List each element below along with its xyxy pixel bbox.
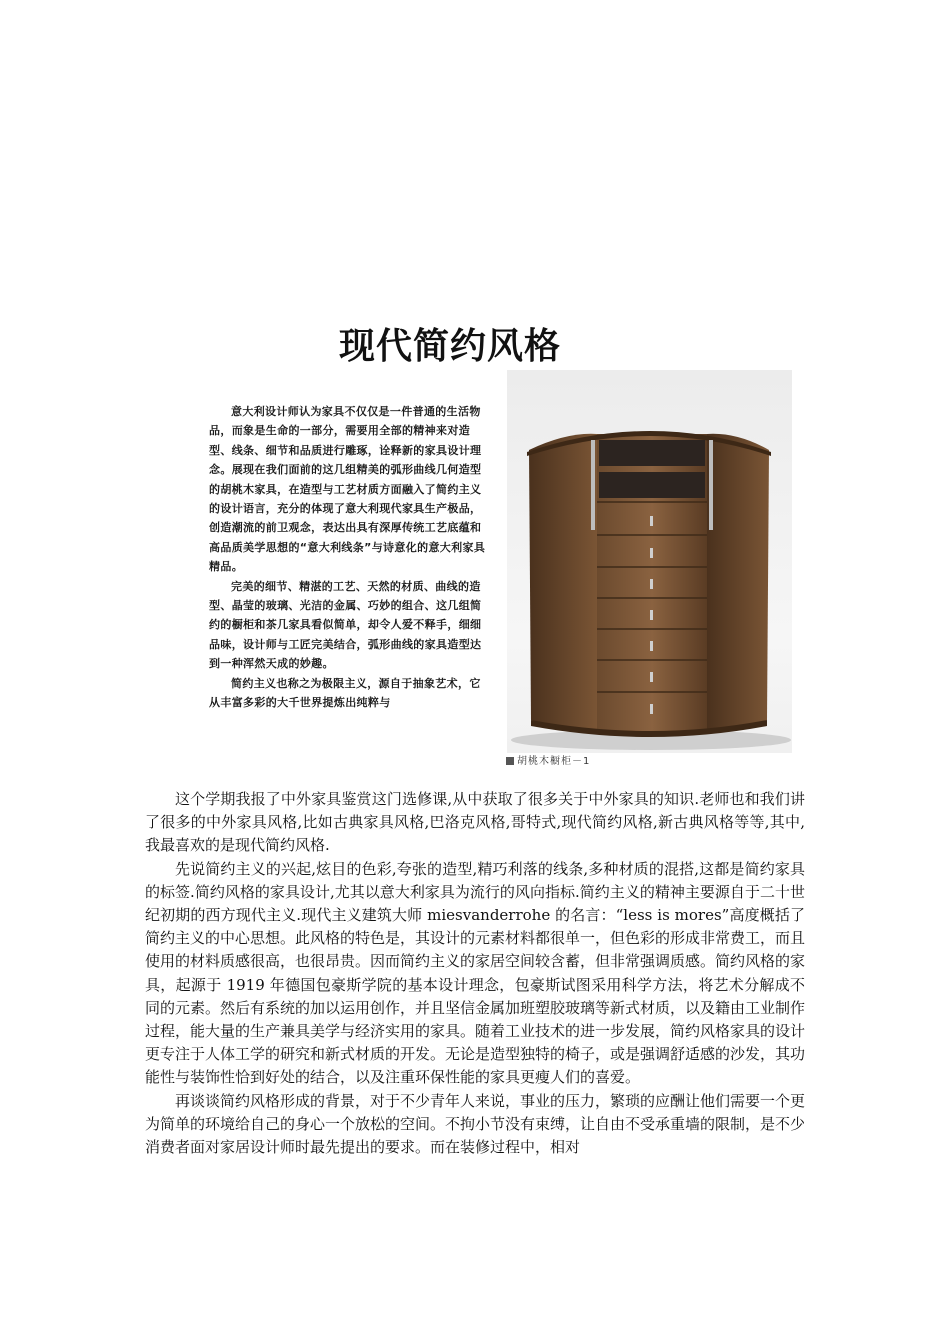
square-bullet-icon [506,757,514,765]
page-title: 现代简约风格 [338,326,561,367]
scanned-book-excerpt [195,368,805,778]
essay-paragraph: 再谈谈简约风格形成的背景，对于不少青年人来说，事业的压力，繁琐的应酬让他们需要一个更为简单的环境给自己的身心一个放松的空间。不拘小节没有束缚，让自由不受承重墙的限制，是不少消费者面对家居设计师时最先提出的要求。而在装修过程中，相对 [145,1091,806,1157]
essay-body [145,788,805,1159]
scanned-text-column [209,402,491,713]
cabinet-illustration [507,370,792,753]
photo-caption [506,752,590,767]
walnut-cabinet-photo [507,370,792,753]
essay-paragraph: 先说简约主义的兴起,炫目的色彩,夸张的造型,精巧利落的线条,多种材质的混搭,这都是简约家具的标签.简约风格的家具设计,尤其以意大利家具为流行的风向指标.简约主义的精神主要源自于二十世纪初期的西方现代主义.现代主义建筑大师 miesvanderrohe 的名言：“less is mores”高度概括了简约主义的中心思想。此风格的特色是，其设计的元素材料都很单一，但色彩的形成非常费工，而且使用的材料质感很高，也很昂贵。因而简约主义的家居空间较含蓄，但非常强调质感。简约风格的家具，起源于 1919 年德国包豪斯学院的基本设计理念，包豪斯试图采用科学方法，将艺术分解成不同的元素。然后有系统的加以运用创作，并且坚信金属加班塑胶玻璃等新式材质，以及籍由工业制作过程，能大量的生产兼具美学与经济实用的家具。随着工业技术的进一步发展，简约风格家具的设计更专注于人体工学的研究和新式材质的开发。无论是造型独特的椅子，或是强调舒适感的沙发，其功能性与装饰性恰到好处的结合，以及注重环保性能的家具更瘦人们的喜爱。 [145,859,806,1087]
caption-text: 胡桃木橱柜－1 [517,756,591,767]
scanned-paragraph: 简约主义也称之为极限主义，源自于抽象艺术，它从丰富多彩的大千世界提炼出纯粹与 [209,676,481,710]
scanned-paragraph: 意大利设计师认为家具不仅仅是一件普通的生活物品，而象是生命的一部分，需要用全部的精神来对造型、线条、细节和品质进行雕琢，诠释新的家具设计理念。展现在我们面前的这几组精美的弧形曲线几何造型的胡桃木家具，在造型与工艺材质方面融入了简约主义的设计语言，充分的体现了意大利现代家具生产极品，创造潮流的前卫观念，表达出具有深厚传统工艺底蕴和高品质美学思想的“意大利线条”与诗意化的意大利家具精品。 [209,405,486,574]
essay-paragraph: 这个学期我报了中外家具鉴赏这门选修课,从中获取了很多关于中外家具的知识.老师也和我们讲了很多的中外家具风格,比如古典家具风格,巴洛克风格,哥特式,现代简约风格,新古典风格等等,其中,我最喜欢的是现代简约风格. [145,790,805,855]
scanned-paragraph: 完美的细节、精湛的工艺、天然的材质、曲线的造型、晶莹的玻璃、光洁的金属、巧妙的组合、这几组简约的橱柜和茶几家具看似简单，却令人爱不释手，细细品味，设计师与工匠完美结合，弧形曲线的家具造型达到一种浑然天成的妙趣。 [209,579,482,671]
